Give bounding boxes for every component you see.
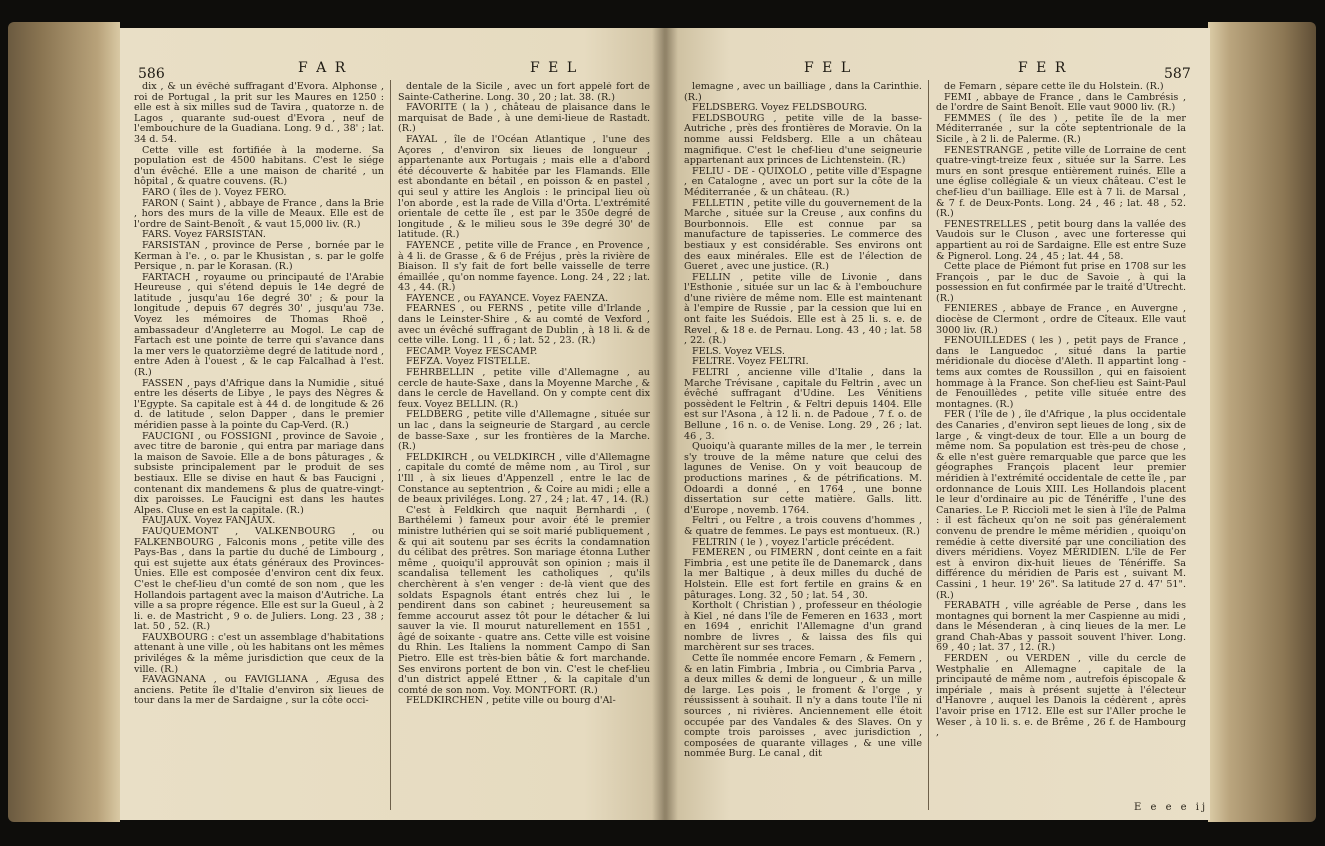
right-header-right: F E R [1018, 60, 1068, 76]
left-header-left: F A R [298, 60, 348, 76]
entry: FERABATH , ville agréable de Perse , dans les montagnes qui bornent la mer Caspienne au midi , dans le Mésenderan , à cinq lieues de la mer. Le grand Chah-Abas y passoit souvent l'hiver. Long. 69 , 40 ; lat. 37 , 12. (R.) [936, 600, 1186, 654]
entry: FEMI , abbaye de France , dans le Cambrésis , de l'ordre de Saint Benoît. Elle vaut 9000 liv. (R.) [936, 91, 1186, 114]
book-gutter [652, 28, 678, 820]
entry: Cette ville est fortifiée à la moderne. Sa population est de 4500 habitans. C'est le siége d'un évêché. Elle a une maison de charité , un hôpital , & quatre couvens. (R.) [134, 144, 384, 188]
entry: FELDKIRCHEN , petite ville ou bourg d'Al- [406, 695, 616, 707]
entry: FAUJAUX. Voyez FANJAUX. [142, 515, 276, 527]
right-page-number: 587 [1164, 66, 1191, 82]
entry: dix , & un évêché suffragant d'Evora. Alphonse , roi de Portugal , la prit sur les Maures en 1250 : elle est à six milles sud de Tavira , quatorze n. de Lagos , quarante sud-ouest d'Evora , neuf de l'embouchure de la Guadiana. Long. 9 d. , 38' ; lat. 34 d. 54. [134, 82, 384, 145]
entry: FENESTRANGE , petite ville de Lorraine de cent quatre-vingt-treize feux , située sur la Sarre. Les murs en sont presque entièrement ruinés. Elle a une église collégiale & un vieux château. C'est le chef-lieu d'un bailliage. Elle est à 7 li. de Marsal , & 7 f. de Deux-Ponts. Long. 24 , 46 ; lat. 48 , 52. (R.) [936, 144, 1186, 220]
entry: FAVAGNANA , ou FAVIGLIANA , Ægusa des anciens. Petite île d'Italie d'environ six lieues de tour dans la mer de Sardaigne , sur la côte occi- [134, 674, 384, 707]
entry: FEMEREN , ou FIMERN , dont ceinte en a fait Fimbria , est une petite île de Danemarck , dans la mer Baltique , à deux milles du duché de Holstein. Elle est fort fertile en grains & en pâturages. Long. 32 , 50 ; lat. 54 , 30. [684, 547, 922, 601]
entry: FENESTRELLES , petit bourg dans la vallée des Vaudois sur le Cluson , avec une forteresse qui appartient au roi de Sardaigne. Elle est entre Suze & Pignerol. Long. 24 , 45 ; lat. 44 , 58. [936, 218, 1186, 262]
entry: FARS. Voyez FARSISTAN. [142, 229, 266, 241]
entry: FELIU - DE - QUIXOLO , petite ville d'Espagne , en Catalogne , avec un port sur la côte de la Méditerranée , & un château. (R.) [684, 165, 922, 198]
entry: Cette île nommée encore Femarn , & Femern , & en latin Fimbria , Imbria , ou Cimbria Parva , a deux milles & demi de longueur , & un mille de large. Les pois , le froment & l'orge , y réussissent à souhait. Il n'y a dans toute l'île ni sources , ni rivières. Anciennement elle étoit occupée par des Vandales & des Slaves. On y compte trois paroisses , avec jurisdiction , composées de quarante villages , & une ville nommée Burg. Le canal , dit [684, 653, 922, 760]
right-header-left: F E L [804, 60, 853, 76]
entry: FEFZA. Voyez FISTELLE. [406, 356, 531, 368]
entry: de Femarn , sépare cette île du Holstein. (R.) [944, 82, 1164, 92]
entry: FELLETIN , petite ville du gouvernement de la Marche , située sur la Creuse , aux confins du Bourbonnois. Elle est connue par sa manufacture de tapisseries. Le commerce des bestiaux y est considérable. Ses environs ont des eaux minérales. Elle est de l'élection de Gueret , avec une justice. (R.) [684, 197, 922, 273]
entry: FELDBERG , petite ville d'Allemagne , située sur un lac , dans la seigneurie de Stargard , au cercle de basse-Saxe , sur les frontières de la Marche. (R.) [398, 409, 650, 453]
entry: FELDSBERG. Voyez FELDSBOURG. [692, 102, 868, 114]
left-header-right: F E L [530, 60, 579, 76]
entry: C'est à Feldkirch que naquit Bernhardi , ( Barthélemi ) fameux pour avoir été le premier ministre luthérien qui se soit marié publiquement , & qui ait soutenu par ses écrits la condamnation du célibat des prêtres. Son mariage étonna Luther même , quoiqu'il approuvât son opinion ; mais il scandalisa tellement les catholiques , qu'ils cherchèrent à s'en venger : de-là vient que des soldats Espagnols étant entrés chez lui , le pendirent dans son cabinet ; heureusement sa femme accourut assez tôt pour le détacher & lui sauver la vie. Il mourut naturellement en 1551 , âgé de soixante - quatre ans. Cette ville est voisine du Rhin. Les Italiens la nomment Campo di San Pietro. Elle est très-bien bâtie & fort marchande. Ses environs portent de bon vin. C'est le chef-lieu d'un district appelé Ettner , & la capitale d'un comté de son nom. Voy. MONTFORT. (R.) [398, 504, 650, 696]
entry: FENIERES , abbaye de France , en Auvergne , diocèse de Clermont , ordre de Cîteaux. Elle vaut 3000 liv. (R.) [936, 303, 1186, 336]
entry: FAYENCE , ou FAYANCE. Voyez FAENZA. [406, 292, 609, 304]
entry: FELTRIN ( le ) , voyez l'article précédent. [692, 536, 895, 548]
entry: FARTACH , royaume ou principauté de l'Arabie Heureuse , qui s'étend depuis le 14e degré de latitude , jusqu'au 16e degré 30' ; & pour la longitude , depuis 67 degrés 30' , jusqu'au 73e. Voyez les mémoires de Thomas Rhoë , ambassadeur d'Angleterre au Mogol. Le cap de Fartach est une pointe de terre qui s'avance dans la mer vers le quatorzième degré de latitude nord , entre Aden à l'ouest , & le cap Falcalhad à l'est. (R.) [134, 271, 384, 379]
left-page-edges [8, 22, 120, 822]
entry: FERDEN , ou VERDEN , ville du cercle de Westphalie en Allemagne , capitale de la principauté de même nom , autrefois épiscopale & impériale , mais à présent sujette à l'électeur d'Hanovre , auquel les Danois la cédèrent , après l'avoir prise en 1712. Elle est sur l'Aller proche le Weser , à 10 li. s. e. de Brême , 26 f. de Hambourg , [936, 653, 1186, 739]
entry: FAUQUEMONT , VALKENBOURG , ou FALKENBOURG , Falconis mons , petite ville des Pays-Bas , dans la partie du duché de Limbourg , qui est sujette aux états généraux des Provinces-Unies. Elle est composée d'environ cent dix feux. C'est le chef-lieu d'un comté de son nom , que les Hollandois partagent avec la maison d'Autriche. La ville a sa propre régence. Elle est sur la Gueul , à 2 li. e. de Mastricht , 9 o. de Juliers. Long. 23 , 38 ; lat. 50 , 52. (R.) [134, 525, 384, 633]
entry: FARSISTAN , province de Perse , bornée par le Kerman à l'e. , o. par le Khusistan , s. par le golfe Persique , n. par le Korasan. (R.) [134, 239, 384, 273]
entry: FELDSBOURG , petite ville de la basse-Autriche , près des frontières de Moravie. On la nomme aussi Feldsberg. Elle a un château magnifique. C'est le chef-lieu d'une seigneurie appartenant aux princes de Lichtenstein. (R.) [684, 112, 922, 167]
right-column-rule [928, 80, 929, 810]
entry: FELDKIRCH , ou VELDKIRCH , ville d'Allemagne , capitale du comté de même nom , au Tirol , sur l'Ill , à six lieues d'Appenzell , entre le lac de Constance au septentrion , & Coire au midi ; elle a de beaux priviléges. Long. 27 , 24 ; lat. 47 , 14. (R.) [398, 451, 650, 506]
left-column-2 [398, 82, 650, 812]
right-column-1 [684, 82, 922, 812]
left-page-number: 586 [138, 66, 165, 82]
entry: Feltri , ou Feltre , a trois couvens d'hommes , & quatre de femmes. Le pays est montueux. (R.) [684, 515, 922, 537]
left-column-rule [390, 80, 391, 810]
entry: FEHRBELLIN , petite ville d'Allemagne , au cercle de haute-Saxe , dans la Moyenne Marche , & dans le cercle de Havelland. On y compte cent dix feux. Voyez BELLIN. (R.) [398, 367, 650, 410]
entry: FAYAL , île de l'Océan Atlantique , l'une des Açores , d'environ six lieues de longueur , appartenante aux Portugais ; mais elle a d'abord été découverte & habitée par les Flamands. Elle est abondante en bétail , en poisson & en pastel , qui seul y attire les Anglois : le principal lieu où l'on aborde , est la rade de Villa d'Orta. L'extrémité orientale de cette île , est par le 350e degré de longitude , & le milieu sous le 39e degré 30' de latitude. (R.) [398, 133, 650, 241]
entry: Quoiqu'à quarante milles de la mer , le terrein s'y trouve de la même nature que celui des lagunes de Venise. On y voit beaucoup de productions marines , & de pétrifications. M. Odoardi a donné , en 1764 , une bonne dissertation sur cette matière. Galls. litt. d'Europe , novemb. 1764. [684, 441, 922, 516]
entry: FECAMP. Voyez FESCAMP. [406, 345, 538, 357]
entry: lemagne , avec un bailliage , dans la Carinthie. (R.) [684, 82, 922, 103]
entry: FEARNES , ou FERNS , petite ville d'Irlande , dans le Leinster-Shire , & au comté de Vexford , avec un évêché suffragant de Dublin , à 18 li. & de cette ville. Long. 11 , 6 ; lat. 52 , 23. (R.) [398, 303, 650, 347]
entry: FASSEN , pays d'Afrique dans la Numidie , situé entre les déserts de Libye , le pays des Nègres & l'Egypte. Sa capitale est à 44 d. de longitude & 26 d. de latitude , selon Dapper , dans le premier méridien passe à la pointe du Cap-Verd. (R.) [134, 377, 384, 431]
entry: FAVORITE ( la ) , château de plaisance dans le marquisat de Bade , à une demi-lieue de Rastadt. (R.) [398, 102, 650, 135]
signature-mark: E e e e ij [1134, 802, 1209, 813]
entry: Kortholt ( Christian ) , professeur en théologie à Kiel , né dans l'île de Femeren en 1633 , mort en 1694 , enrichit l'Allemagne d'un grand nombre de livres , & laissa des fils qui marchèrent sur ses traces. [684, 600, 922, 654]
entry: FAYENCE , petite ville de France , en Provence , à 4 li. de Grasse , & 6 de Fréjus , près la rivière de Biaison. Il s'y fait de fort belle vaisselle de terre émaillée , qu'on nomme fayence. Long. 24 , 22 ; lat. 43 , 44. (R.) [398, 239, 650, 294]
entry: FENOUILLEDES ( les ) , petit pays de France , dans le Languedoc , situé dans la partie méridionale du diocèse d'Aleth. Il appartint long - tems aux comtes de Roussillon , qui en faisoient hommage à la France. Son chef-lieu est Saint-Paul de Fenouillèdes , petite ville située entre des montagnes. (R.) [936, 335, 1186, 410]
left-column-1 [134, 82, 384, 812]
entry: Cette place de Piémont fut prise en 1708 sur les François , par le duc de Savoie , à qui la possession en fut confirmée par le traité d'Utrecht. (R.) [936, 261, 1186, 304]
entry: FAUXBOURG : c'est un assemblage d'habitations attenant à une ville , où les habitans ont les mêmes priviléges & la même jurisdiction que ceux de la ville. (R.) [134, 631, 384, 675]
entry: FELS. Voyez VELS. [692, 345, 785, 357]
entry: FEMMES ( île des ) , petite île de la mer Méditerranée , sur la côte septentrionale de la Sicile , à 2 li. de Palerme. (R.) [936, 112, 1186, 145]
left-page [120, 28, 666, 820]
entry: FARON ( Saint ) , abbaye de France , dans la Brie , hors des murs de la ville de Meaux. Elle est de l'ordre de Saint-Benoît , & vaut 15,000 liv. (R.) [134, 197, 384, 230]
right-page-edges [1208, 22, 1316, 822]
right-column-2 [936, 82, 1186, 800]
entry: FELTRI , ancienne ville d'Italie , dans la Marche Trévisane , capitale du Feltrin , avec un évêché suffragant d'Udine. Les Vénitiens possèdent le Feltrin , & Feltri depuis 1404. Elle est sur l'Asona , à 12 li. n. de Padoue , 7 f. o. de Bellune , 16 n. o. de Venise. Long. 29 , 26 ; lat. 46 , 3. [684, 367, 922, 442]
right-page [664, 28, 1210, 820]
entry: FELTRE. Voyez FELTRI. [692, 356, 809, 368]
entry: FER ( l'île de ) , île d'Afrique , la plus occidentale des Canaries , d'environ sept lieues de long , six de large , & vingt-deux de tour. Elle a un bourg de même nom. Sa population est très-peu de chose , & elle n'est guère remarquable que parce que les géographes François placent leur premier méridien à l'extrémité occidentale de cette île , par ordonnance de Louis XIII. Les Hollandois placent le leur d'ordinaire au pic de Ténériffe , l'une des Canaries. Le P. Riccioli met le sien à l'île de Palma : il est fâcheux qu'on ne soit pas généralement convenu de prendre le même méridien , quoiqu'on remédie à cette diversité par une conciliation des divers méridiens. Voyez MÉRIDIEN. L'île de Fer est à environ dix-huit lieues de Ténériffe. Sa différence du méridien de Paris est , suivant M. Cassini , 1 heur. 19' 26". Sa latitude 27 d. 47' 51". (R.) [936, 409, 1186, 601]
entry: FELLIN , petite ville de Livonie , dans l'Esthonie , située sur un lac & à l'embouchure d'une rivière de même nom. Elle est maintenant à l'empire de Russie , par la cession que lui en ont faite les Suédois. Elle est à 25 li. s. e. de Revel , & 18 e. de Pernau. Long. 43 , 40 ; lat. 58 , 22. (R.) [684, 271, 922, 347]
entry: FARO ( îles de ). Voyez FERO. [142, 186, 287, 198]
entry: dentale de la Sicile , avec un fort appelé fort de Sainte-Catherine. Long. 30 , 20 ; lat. 38. (R.) [398, 82, 650, 103]
entry: FAUCIGNI , ou FOSSIGNI , province de Savoie , avec titre de baronie , qui entra par mariage dans la maison de Savoie. Elle a de bons pâturages , & subsiste principalement par le produit de ses bestiaux. Elle se divise en haut & bas Faucigni , contenant dix mandemens & plus de quatre-vingt-dix paroisses. Le Faucigni est dans les hautes Alpes. Cluse en est la capitale. (R.) [134, 430, 384, 516]
